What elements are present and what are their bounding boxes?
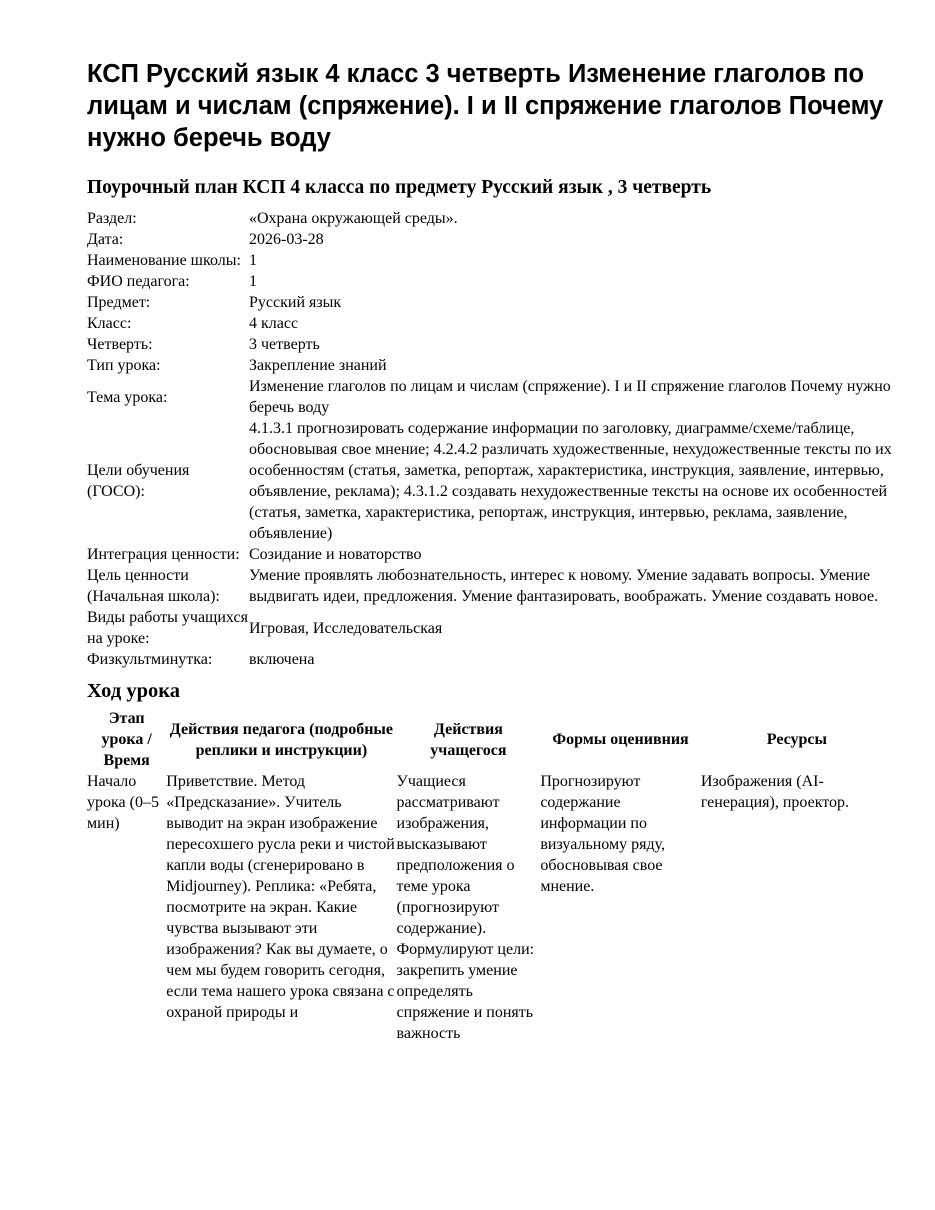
info-value: 3 четверть	[249, 336, 320, 353]
info-key: Раздел:	[87, 210, 137, 227]
info-value: Созидание и новаторство	[249, 546, 422, 563]
col-header-student: Действия учащегося	[430, 720, 507, 759]
info-row	[87, 355, 893, 376]
info-row	[87, 376, 893, 418]
info-row	[87, 544, 893, 565]
info-key: Дата:	[87, 231, 124, 248]
cell-teacher: Приветствие. Метод «Предсказание». Учитель выводит на экран изображение пересохшего русла реки и чистой капли воды (сгенерировано в Midjourney). Реплика: «Ребята, посмотрите на экран. Какие чувства вызывают эти изображения? Как вы думаете, о чем мы будем говорить сегодня, если тема нашего урока связана с охраной природы и	[166, 773, 395, 1021]
info-row	[87, 334, 893, 355]
info-row	[87, 208, 893, 229]
plan-subtitle: Поурочный план КСП 4 класса по предмету Русский язык , 3 четверть	[87, 177, 712, 198]
info-key: Интеграция ценности:	[87, 546, 240, 563]
info-key: Цель ценности (Начальная школа):	[87, 567, 220, 605]
info-key: Цели обучения (ГОСО):	[87, 462, 190, 500]
info-value: 4.1.3.1 прогнозировать содержание информации по заголовку, диаграмме/схеме/таблице, обосновывая свое мнение; 4.2.4.2 различать художественные, нехудожественные тексты по их особенностям (статья, заметка, репортаж, характеристика, инструкция, заявление, интервью, объявление, реклама); 4.3.1.2 создавать нехудожественные тексты на основе их особенностей (статья, заметка, характеристика, репортаж, инструкция, интервью, реклама, заявление, объявление)	[249, 420, 892, 542]
col-header-resources: Ресурсы	[766, 731, 828, 748]
info-key: Виды работы учащихся на уроке:	[87, 609, 248, 647]
lesson-info-table	[87, 208, 893, 670]
cell-stage: Начало урока (0–5 мин)	[87, 773, 159, 832]
info-value: Закрепление знаний	[249, 357, 387, 374]
info-row	[87, 229, 893, 250]
info-value: Изменение глаголов по лицам и числам (спряжение). I и II спряжение глаголов Почему нужно беречь воду	[249, 378, 891, 416]
info-row	[87, 250, 893, 271]
col-header-assessment: Формы оценивния	[552, 731, 689, 748]
info-value: «Охрана окружающей среды».	[249, 210, 458, 227]
info-row	[87, 607, 893, 649]
table-header-row	[87, 708, 893, 771]
info-row	[87, 418, 893, 544]
col-header-stage: Этап урока / Время	[101, 710, 152, 769]
document-title: КСП Русский язык 4 класс 3 четверть Изменение глаголов по лицам и числам (спряжение). I и II спряжение глаголов Почему нужно беречь воду	[87, 60, 884, 152]
info-key: Четверть:	[87, 336, 153, 353]
info-key: Наименование школы:	[87, 252, 241, 269]
info-row	[87, 565, 893, 607]
info-row	[87, 292, 893, 313]
lesson-flow-table	[87, 708, 893, 1044]
info-value: 1	[249, 273, 257, 290]
info-value: Умение проявлять любознательность, интерес к новому. Умение задавать вопросы. Умение выдвигать идеи, предложения. Умение фантазировать, воображать. Умение создавать новое.	[249, 567, 879, 605]
info-key: Физкультминутка:	[87, 651, 213, 668]
info-value: 1	[249, 252, 257, 269]
document-page	[87, 58, 893, 1044]
info-value: Игровая, Исследовательская	[249, 619, 443, 637]
info-key: ФИО педагога:	[87, 273, 190, 290]
info-key: Класс:	[87, 315, 132, 332]
info-key: Предмет:	[87, 294, 151, 311]
cell-resources: Изображения (AI-генерация), проектор.	[700, 773, 850, 811]
info-value: 2026-03-28	[249, 231, 324, 248]
info-key: Тема урока:	[87, 388, 168, 406]
cell-assessment: Прогнозируют содержание информации по визуальному ряду, обосновывая свое мнение.	[540, 773, 666, 895]
info-value: включена	[249, 651, 315, 668]
col-header-teacher: Действия педагога (подробные реплики и инструкции)	[169, 720, 394, 759]
table-row	[87, 771, 893, 1044]
info-row	[87, 649, 893, 670]
cell-student: Учащиеся рассматривают изображения, высказывают предположения о теме урока (прогнозируют содержание). Формулируют цели: закрепить умение определять спряжение и понять важность	[396, 773, 535, 1042]
info-value: Русский язык	[249, 294, 342, 311]
info-value: 4 класс	[249, 315, 299, 332]
section-title: Ход урока	[87, 680, 180, 702]
info-row	[87, 313, 893, 334]
info-key: Тип урока:	[87, 357, 161, 374]
info-row	[87, 271, 893, 292]
